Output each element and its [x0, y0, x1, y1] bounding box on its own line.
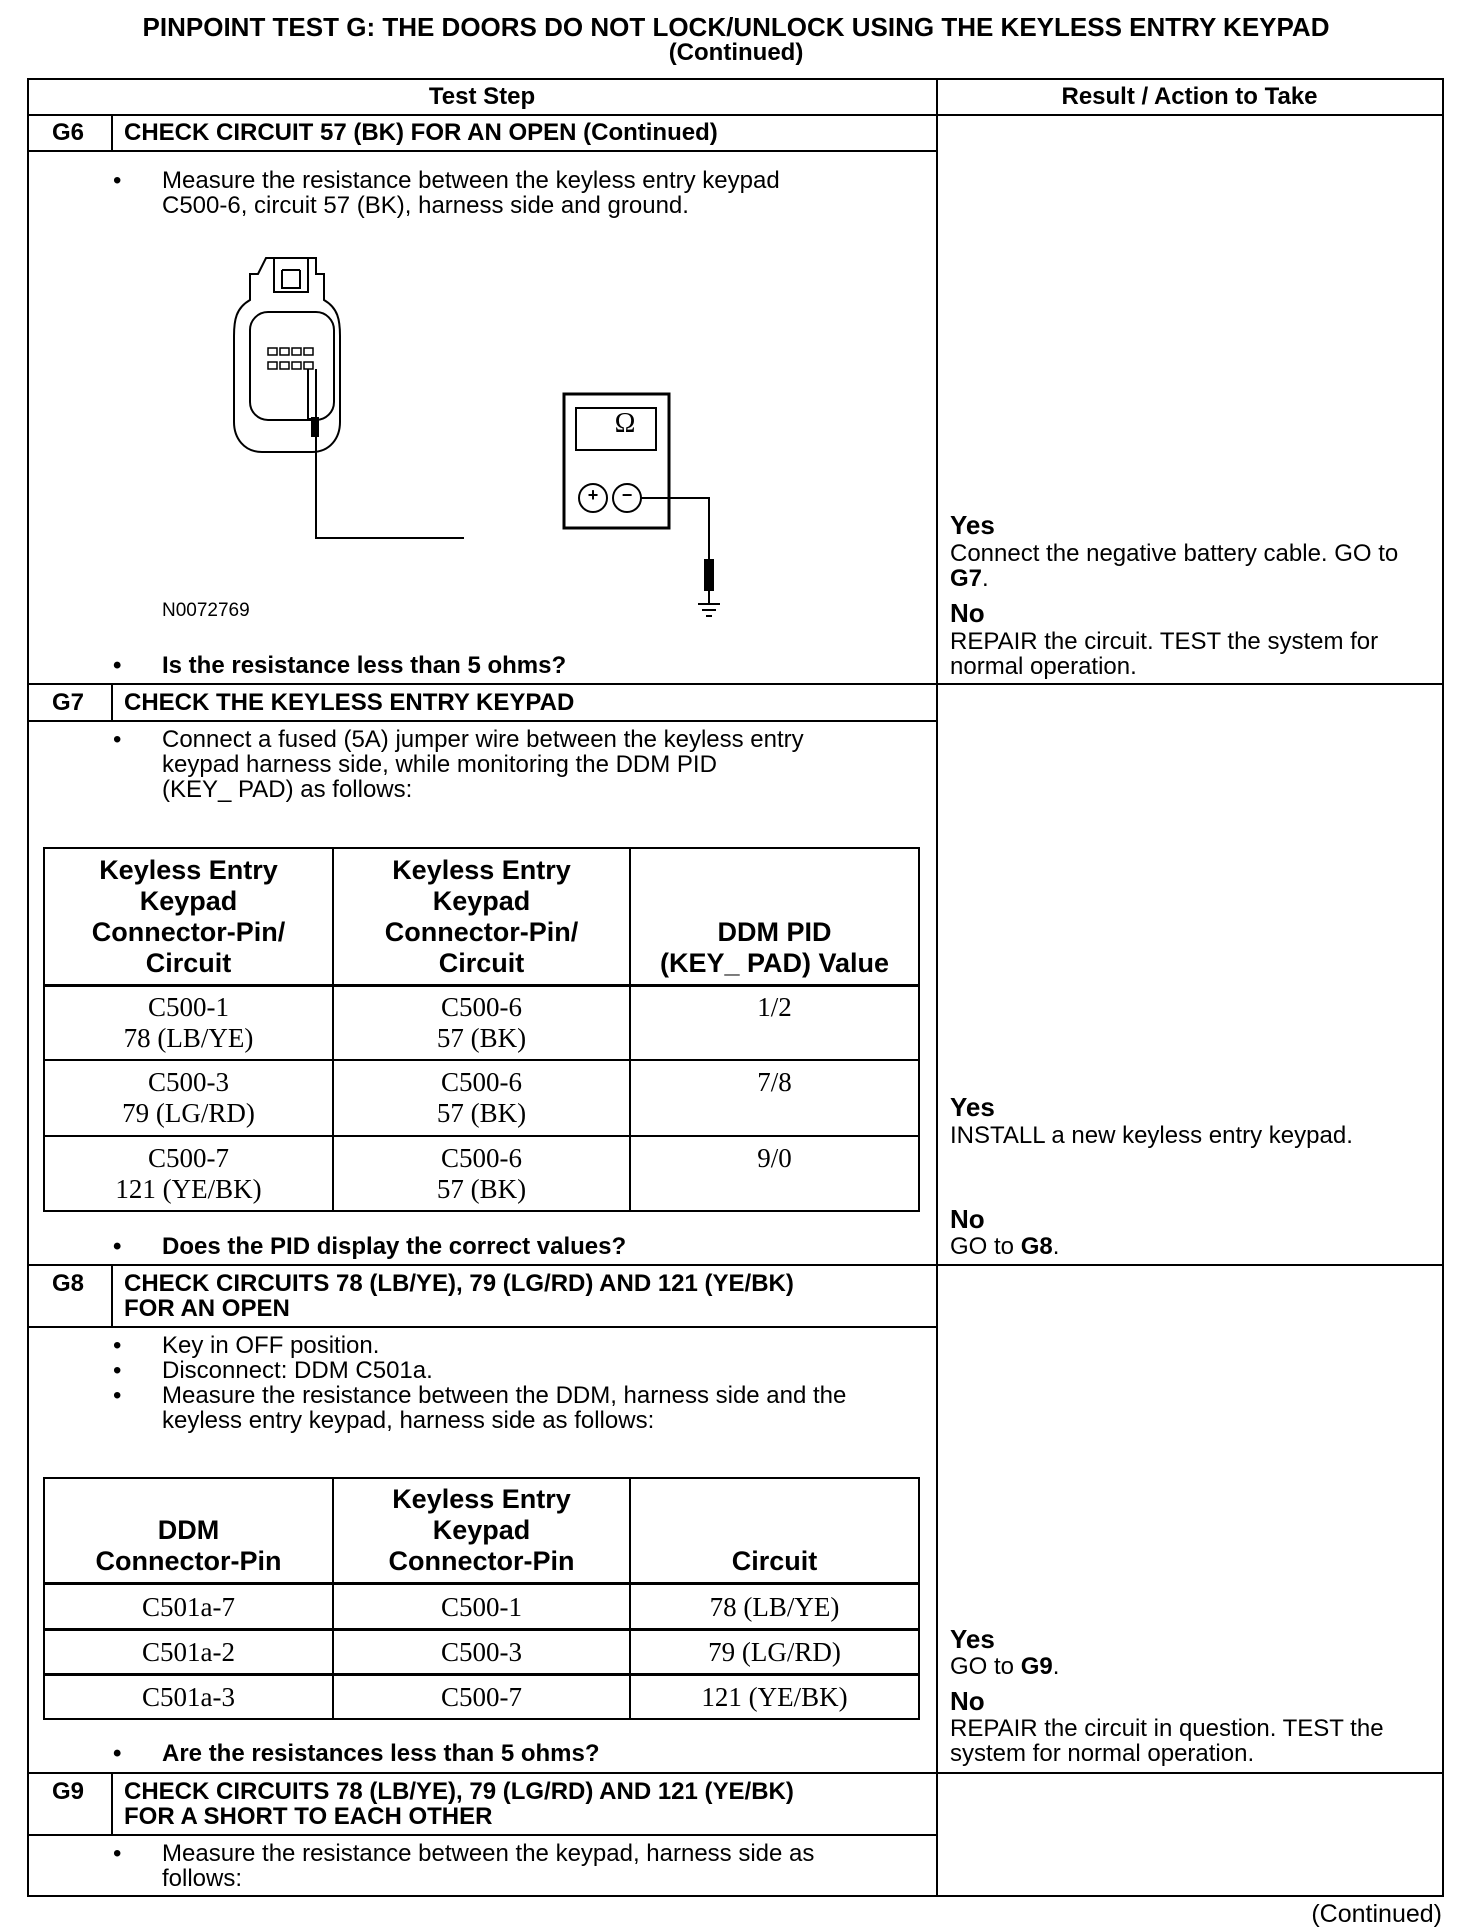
bullet: • Measure the resistance between the DDM, harness side and the keyless entry keypad, harness side as follows:	[113, 1383, 846, 1433]
minus-terminal: −	[621, 485, 633, 505]
column-header: DDM Connector-Pin	[95, 1515, 282, 1576]
bullet: • Measure the resistance between the keyless entry keypad C500-6, circuit 57 (BK), harness side and ground.	[113, 168, 780, 218]
table-cell: C501a-3	[142, 1682, 235, 1712]
column-header: Circuit	[731, 1546, 818, 1576]
bullet: • Key in OFF position.	[113, 1333, 379, 1358]
column-header: Keyless Entry Keypad Connector-Pin/ Circuit	[384, 855, 579, 978]
no-action: REPAIR the circuit in question. TEST the system for normal operation.	[950, 1715, 1384, 1767]
table-cell: C500-6 57 (BK)	[436, 992, 527, 1053]
step-id: G9	[52, 1778, 85, 1805]
column-header: DDM PID (KEY_ PAD) Value	[659, 917, 890, 978]
figure-id: N0072769	[162, 600, 250, 621]
no-label: No	[950, 598, 985, 628]
yes-label: Yes	[950, 1092, 995, 1122]
no-label: No	[950, 1204, 985, 1234]
column-header: Keyless Entry Keypad Connector-Pin	[388, 1484, 575, 1576]
table-cell: C500-7	[441, 1682, 522, 1712]
question: • Is the resistance less than 5 ohms?	[113, 653, 566, 678]
continued-footer: (Continued)	[1311, 1900, 1442, 1928]
no-action: GO to G8.	[950, 1233, 1060, 1260]
table-cell: 79 (LG/RD)	[708, 1637, 841, 1667]
table-cell: 78 (LB/YE)	[709, 1592, 840, 1622]
table-cell: C500-3	[441, 1637, 522, 1667]
table-cell: C500-6 57 (BK)	[436, 1067, 527, 1128]
table-cell: 9/0	[757, 1143, 792, 1173]
bullet: • Disconnect: DDM C501a.	[113, 1358, 433, 1383]
table-cell: 1/2	[757, 992, 792, 1022]
question: • Are the resistances less than 5 ohms?	[113, 1741, 600, 1766]
yes-action: Connect the negative battery cable. GO to G7.	[950, 540, 1399, 592]
yes-label: Yes	[950, 1624, 995, 1654]
step-heading: CHECK THE KEYLESS ENTRY KEYPAD	[124, 689, 575, 716]
table-cell: 121 (YE/BK)	[701, 1682, 848, 1712]
question: • Does the PID display the correct values?	[113, 1234, 626, 1259]
table-cell: C500-1	[441, 1592, 522, 1622]
column-header: Keyless Entry Keypad Connector-Pin/ Circuit	[91, 855, 286, 978]
table-cell: C500-7 121 (YE/BK)	[115, 1143, 262, 1204]
step-heading: CHECK CIRCUITS 78 (LB/YE), 79 (LG/RD) AND 121 (YE/BK) FOR A SHORT TO EACH OTHER	[124, 1778, 794, 1830]
bullet: • Connect a fused (5A) jumper wire between the keyless entry keypad harness side, while monitoring the DDM PID (KEY_ PAD) as follows:	[113, 727, 804, 802]
no-label: No	[950, 1686, 985, 1716]
table-cell: C500-1 78 (LB/YE)	[123, 992, 254, 1053]
step-id: G8	[52, 1270, 85, 1297]
column-header-test-step: Test Step	[428, 83, 536, 110]
plus-terminal: +	[587, 485, 599, 505]
page-subtitle: (Continued)	[668, 39, 804, 66]
column-header-result: Result / Action to Take	[1061, 83, 1318, 110]
bullet: • Measure the resistance between the keypad, harness side as follows:	[113, 1841, 814, 1891]
table-cell: C501a-7	[142, 1592, 235, 1622]
table-cell: C500-6 57 (BK)	[436, 1143, 527, 1204]
table-cell: 7/8	[757, 1067, 792, 1097]
table-cell: C501a-2	[142, 1637, 235, 1667]
step-id: G7	[52, 689, 85, 716]
table-cell: C500-3 79 (LG/RD)	[122, 1067, 255, 1128]
yes-action: INSTALL a new keyless entry keypad.	[950, 1122, 1353, 1149]
page-title: PINPOINT TEST G: THE DOORS DO NOT LOCK/UNLOCK USING THE KEYLESS ENTRY KEYPAD	[142, 12, 1330, 42]
step-heading: CHECK CIRCUIT 57 (BK) FOR AN OPEN (Continued)	[124, 119, 718, 146]
ohm-symbol: Ω	[614, 408, 636, 439]
yes-label: Yes	[950, 510, 995, 540]
yes-action: GO to G9.	[950, 1653, 1060, 1680]
step-heading: CHECK CIRCUITS 78 (LB/YE), 79 (LG/RD) AND 121 (YE/BK) FOR AN OPEN	[124, 1270, 794, 1322]
no-action: REPAIR the circuit. TEST the system for normal operation.	[950, 628, 1379, 680]
step-id: G6	[52, 119, 85, 146]
